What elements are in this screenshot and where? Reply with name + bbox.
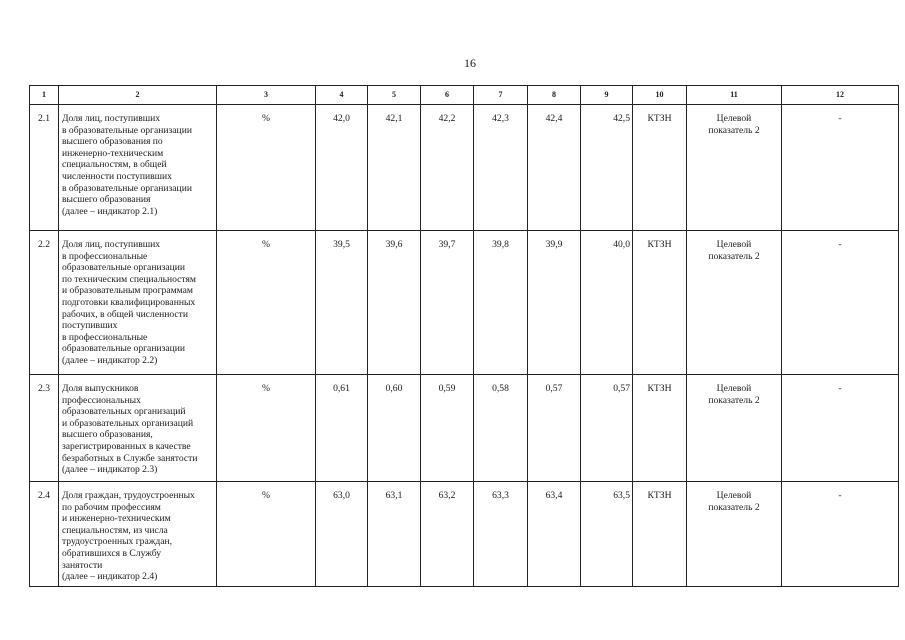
name-line: и образовательным программам <box>62 285 193 297</box>
name-line: и образовательных организаций <box>62 417 194 429</box>
target-indicator <box>687 375 782 482</box>
name-line: Доля лиц, поступивших <box>62 113 161 124</box>
name-line: трудоустроенных граждан, <box>62 536 173 548</box>
executor: КТЗН <box>633 375 687 482</box>
value-cell: 42,4 <box>528 105 581 231</box>
indicator-name <box>59 482 217 587</box>
note: - <box>782 231 899 375</box>
target-indicator <box>687 231 782 375</box>
name-line: высшего образования <box>62 194 151 206</box>
value-cell: 42,3 <box>474 105 528 231</box>
name-line: подготовки квалифицированных <box>62 296 196 308</box>
name-line: Доля выпускников <box>62 383 139 394</box>
indicator-line: показатель 2 <box>708 250 760 262</box>
value-cell: 63,0 <box>316 482 368 587</box>
note: - <box>782 105 899 231</box>
indicator-table <box>29 85 899 587</box>
value-cell: 0,58 <box>474 375 528 482</box>
column-header: 1 <box>30 86 59 105</box>
executor: КТЗН <box>633 231 687 375</box>
name-line: образовательные организации <box>62 262 186 274</box>
name-line: Доля граждан, трудоустроенных <box>62 490 195 501</box>
note: - <box>782 375 899 482</box>
name-line: образовательные организации <box>62 343 186 355</box>
name-line: безработных в Службе занятости <box>62 452 198 464</box>
executor: КТЗН <box>633 105 687 231</box>
value-cell: 42,2 <box>421 105 474 231</box>
column-header: 12 <box>782 86 899 105</box>
unit: % <box>217 231 316 375</box>
name-line: и инженерно-техническим <box>62 513 171 525</box>
value-cell: 40,0 <box>581 231 633 375</box>
name-line: образовательных организаций <box>62 406 186 418</box>
value-cell: 63,3 <box>474 482 528 587</box>
table-header-row <box>30 86 899 105</box>
table-row <box>30 105 899 231</box>
unit: % <box>217 375 316 482</box>
name-line: Доля лиц, поступивших <box>62 239 161 250</box>
name-line: высшего образования, <box>62 429 153 441</box>
page-number: 16 <box>464 56 476 70</box>
value-cell: 0,57 <box>528 375 581 482</box>
indicator-name <box>59 231 217 375</box>
name-line: (далее – индикатор 2.3) <box>62 464 158 476</box>
name-line: занятости <box>62 559 103 571</box>
name-line: в профессиональные <box>62 331 148 343</box>
value-cell: 39,8 <box>474 231 528 375</box>
target-indicator <box>687 105 782 231</box>
row-number: 2.2 <box>30 231 59 375</box>
table-row <box>30 482 899 587</box>
name-line: в профессиональные <box>62 250 148 262</box>
name-line: инженерно-техническим <box>62 147 164 159</box>
name-line: в образовательные организации <box>62 124 192 136</box>
name-line: по рабочим профессиям <box>62 501 161 513</box>
indicator-line: Целевой <box>716 383 752 394</box>
name-line: в образовательные организации <box>62 182 192 194</box>
indicator-line: показатель 2 <box>708 394 760 406</box>
value-cell: 63,4 <box>528 482 581 587</box>
value-cell: 39,6 <box>368 231 421 375</box>
value-cell: 0,57 <box>581 375 633 482</box>
table-row <box>30 231 899 375</box>
name-line: зарегистрированных в качестве <box>62 440 191 452</box>
column-header: 10 <box>633 86 687 105</box>
indicator-line: показатель 2 <box>708 501 760 513</box>
value-cell: 63,2 <box>421 482 474 587</box>
value-cell: 63,1 <box>368 482 421 587</box>
row-number: 2.1 <box>30 105 59 231</box>
unit: % <box>217 105 316 231</box>
unit: % <box>217 482 316 587</box>
row-number: 2.4 <box>30 482 59 587</box>
value-cell: 0,61 <box>316 375 368 482</box>
name-line: численности поступивших <box>62 170 172 182</box>
indicator-line: Целевой <box>716 113 752 124</box>
name-line: профессиональных <box>62 394 141 406</box>
column-header: 4 <box>316 86 368 105</box>
value-cell: 39,9 <box>528 231 581 375</box>
column-header: 6 <box>421 86 474 105</box>
indicator-line: Целевой <box>716 239 752 250</box>
name-line: рабочих, в общей численности <box>62 308 188 320</box>
name-line: специальностям, в общей <box>62 159 167 171</box>
value-cell: 0,60 <box>368 375 421 482</box>
indicator-name <box>59 375 217 482</box>
value-cell: 42,0 <box>316 105 368 231</box>
column-header: 2 <box>59 86 217 105</box>
table-row <box>30 375 899 482</box>
value-cell: 0,59 <box>421 375 474 482</box>
value-cell: 39,5 <box>316 231 368 375</box>
value-cell: 39,7 <box>421 231 474 375</box>
column-header: 11 <box>687 86 782 105</box>
name-line: по техническим специальностям <box>62 273 196 285</box>
row-number: 2.3 <box>30 375 59 482</box>
column-header: 8 <box>528 86 581 105</box>
value-cell: 42,5 <box>581 105 633 231</box>
indicator-line: показатель 2 <box>708 124 760 136</box>
name-line: (далее – индикатор 2.4) <box>62 571 158 583</box>
target-indicator <box>687 482 782 587</box>
name-line: (далее – индикатор 2.1) <box>62 205 158 217</box>
indicator-name <box>59 105 217 231</box>
name-line: специальностям, из числа <box>62 524 168 536</box>
indicator-line: Целевой <box>716 490 752 501</box>
executor: КТЗН <box>633 482 687 587</box>
column-header: 7 <box>474 86 528 105</box>
name-line: (далее – индикатор 2.2) <box>62 354 158 366</box>
column-header: 3 <box>217 86 316 105</box>
name-line: высшего образования по <box>62 136 163 148</box>
value-cell: 63,5 <box>581 482 633 587</box>
value-cell: 42,1 <box>368 105 421 231</box>
column-header: 5 <box>368 86 421 105</box>
note: - <box>782 482 899 587</box>
name-line: поступивших <box>62 320 118 332</box>
name-line: обратившихся в Службу <box>62 547 162 559</box>
column-header: 9 <box>581 86 633 105</box>
